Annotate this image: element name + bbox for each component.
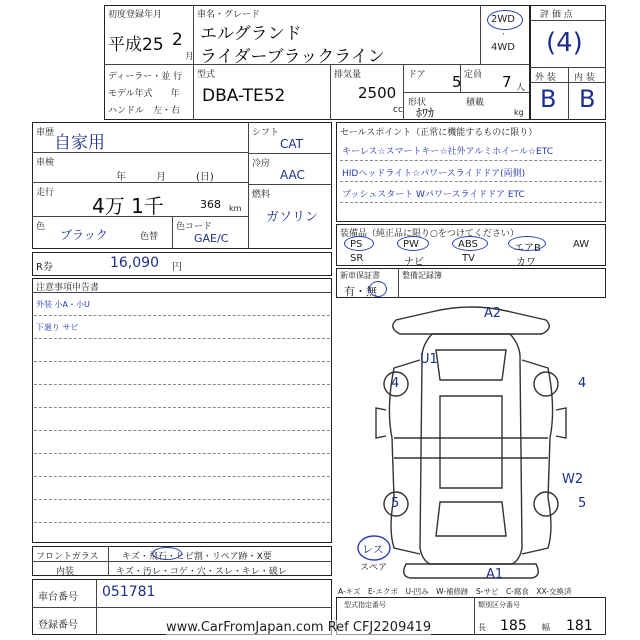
capacity-label: 定員 bbox=[464, 70, 483, 80]
spare-mark: レス bbox=[362, 543, 384, 556]
mark-4-left: 4 bbox=[391, 376, 400, 391]
r-price-box bbox=[32, 252, 332, 276]
color-code-label: 色コード bbox=[176, 222, 213, 232]
length-label: 長 bbox=[478, 623, 486, 632]
r-label: R券 bbox=[36, 262, 53, 273]
mileage-label: 走行 bbox=[36, 188, 55, 198]
reg-era: 平成25 bbox=[108, 35, 164, 55]
interior-grade: B bbox=[579, 85, 596, 113]
mark-u1: U1 bbox=[420, 352, 438, 367]
equip-ps-circle bbox=[344, 236, 374, 251]
mileage: 4万 1千 bbox=[92, 194, 164, 218]
mark-4-right: 4 bbox=[578, 376, 587, 391]
score: (4) bbox=[546, 28, 583, 58]
equip-pw-circle bbox=[397, 236, 429, 251]
notes-box bbox=[32, 278, 332, 543]
equip-abs-circle bbox=[452, 236, 488, 251]
warranty-circle bbox=[369, 281, 387, 297]
equip-airbag: エアB bbox=[514, 243, 541, 254]
windshield-circle bbox=[152, 547, 182, 560]
shape: ﾎﾜｶ bbox=[416, 106, 435, 120]
equip-sr: SR bbox=[350, 253, 364, 264]
width: 181 bbox=[566, 618, 593, 634]
mileage-sub: 368 bbox=[200, 198, 221, 211]
notes-title: 注意事項申告書 bbox=[36, 283, 100, 293]
sales-line-3: プッシュスタート Wパワースライドドア ETC bbox=[342, 190, 525, 200]
drive-2wd: 2WD bbox=[491, 14, 515, 25]
equip-leather: カワ bbox=[516, 257, 536, 268]
usage-label: 車歴 bbox=[36, 128, 55, 138]
watermark: www.CarFromJapan.com Ref CFJ2209419 bbox=[166, 620, 432, 635]
sales-title: セールスポイント（正常に機能するものに限り） bbox=[340, 128, 538, 138]
mark-a1: A1 bbox=[486, 567, 504, 582]
mark-w2: W2 bbox=[562, 472, 584, 487]
spare-label: スペア bbox=[360, 563, 388, 573]
fuel-label: 燃料 bbox=[252, 190, 271, 200]
warranty-label: 新車保証書 bbox=[340, 271, 380, 280]
color-code: GAE/C bbox=[194, 232, 229, 245]
inspection-label: 車検 bbox=[36, 158, 55, 168]
inspection-fields: 年 月 (日) bbox=[116, 172, 214, 183]
notes-line-1: 外装 小A・小U bbox=[36, 300, 90, 309]
fuel: ガソリン bbox=[266, 210, 319, 225]
interior-label: 内 装 bbox=[574, 73, 595, 83]
notes-line-2: 下廻り サビ bbox=[36, 323, 79, 332]
ac-label: 冷房 bbox=[252, 159, 271, 169]
equip-airbag-circle bbox=[508, 236, 546, 251]
car-name: エルグランド bbox=[200, 24, 302, 44]
sales-line-2: HIDヘッドライト☆パワースライドドア(両側) bbox=[342, 169, 526, 179]
capacity: 7 bbox=[502, 73, 512, 91]
km: km bbox=[229, 204, 242, 213]
windshield-values: キズ・飛石・ヒビ割・リペア跡・X要 bbox=[122, 552, 272, 562]
model-year-label: モデル年式 年 bbox=[108, 89, 180, 99]
usage: 自家用 bbox=[54, 133, 105, 153]
width-label: 幅 bbox=[542, 623, 550, 632]
model-code: DBA-TE52 bbox=[202, 86, 286, 106]
reg-label: 初度登録年月 bbox=[108, 10, 163, 20]
chassis-label: 車台番号 bbox=[38, 592, 78, 603]
equip-navi: ナビ bbox=[404, 257, 424, 268]
color-no-label: 色替 bbox=[140, 232, 159, 242]
color-label: 色 bbox=[36, 222, 46, 232]
doors: 5 bbox=[452, 73, 462, 91]
displacement-label: 排気量 bbox=[334, 70, 362, 80]
equip-aw: AW bbox=[573, 239, 590, 250]
kg: kg bbox=[514, 108, 524, 117]
door-label: ドア bbox=[408, 70, 426, 80]
dealer-label: ディーラー・並 行 bbox=[108, 72, 183, 82]
windshield-label: フロントガラス bbox=[36, 552, 99, 562]
equip-pw: PW bbox=[403, 239, 419, 250]
reg-month-unit: 月 bbox=[185, 52, 195, 62]
records-label: 整備記録簿 bbox=[402, 271, 442, 280]
damage-legend: A-キズ E-エクボ U-凹み W-補修跡 S-サビ C-腐食 XX-交換済 bbox=[338, 587, 572, 596]
dims-label-1: 型式指定番号 bbox=[344, 601, 386, 609]
equip-abs: ABS bbox=[458, 239, 478, 250]
equip-tv: TV bbox=[462, 253, 475, 264]
interior-cond-label: 内装 bbox=[56, 567, 75, 577]
r-price: 16,090 bbox=[110, 255, 159, 271]
grade: ライダーブラックライン bbox=[200, 47, 385, 67]
type-label: 型式 bbox=[197, 70, 216, 80]
exterior-label: 外 装 bbox=[535, 73, 556, 83]
car-diagram bbox=[336, 298, 606, 580]
shift-label: シフト bbox=[252, 128, 280, 138]
mark-a2: A2 bbox=[484, 306, 502, 321]
exterior-grade: B bbox=[540, 85, 557, 113]
handle-label: ハンドル 左・右 bbox=[108, 106, 181, 116]
displacement: 2500 bbox=[358, 84, 397, 102]
name-label: 車名・グレード bbox=[197, 10, 261, 20]
interior-values: キズ・汚レ・コゲ・穴・スレ・キレ・破レ bbox=[116, 567, 287, 577]
mark-5-left: 5 bbox=[391, 496, 400, 511]
load-label: 積載 bbox=[466, 98, 485, 108]
color: ブラック bbox=[60, 228, 108, 242]
cc: cc bbox=[393, 105, 403, 115]
r-unit: 円 bbox=[172, 262, 182, 273]
reg-no-label: 登録番号 bbox=[38, 620, 78, 631]
equipment-title: 装備品（純正品に限り○をつけてください） bbox=[340, 229, 519, 239]
reg-month: 2 bbox=[172, 30, 183, 50]
capacity-unit: 人 bbox=[516, 83, 526, 93]
ac: AAC bbox=[280, 168, 305, 182]
mark-5-right: 5 bbox=[578, 496, 587, 511]
shape-label: 形状 bbox=[408, 98, 427, 108]
warranty-value: 有・無 bbox=[344, 285, 377, 298]
drive-4wd: 4WD bbox=[491, 42, 515, 53]
length: 185 bbox=[500, 618, 527, 634]
dims-label-2: 類別区分番号 bbox=[478, 601, 520, 609]
chassis-no: 051781 bbox=[102, 584, 156, 600]
score-label: 評 価 点 bbox=[540, 10, 573, 20]
equip-ps: PS bbox=[350, 239, 363, 250]
shift: CAT bbox=[280, 137, 303, 151]
sales-line-1: キーレス☆スマートキー☆社外アルミホイール☆ETC bbox=[342, 147, 553, 157]
